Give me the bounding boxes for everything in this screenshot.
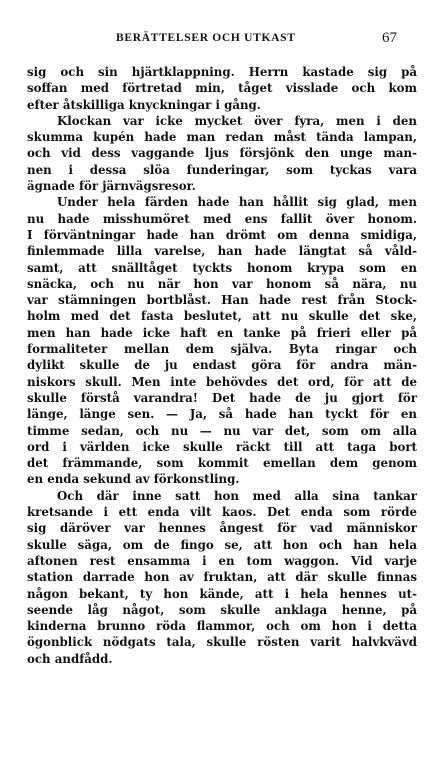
- text-line: efter åtskilliga knyckningar i gång.: [27, 97, 261, 112]
- text-line: holm med det fasta beslutet, att nu skulle det ske,: [27, 309, 417, 324]
- text-line: länge, länge sen. — Ja, så hade han tyckt för en: [27, 407, 417, 422]
- body-text: [27, 64, 417, 667]
- text-line: men han hade icke haft en tanke på frieri eller på: [27, 325, 417, 340]
- text-line: skulle förstå varandra! Det hade de ju gjort för: [27, 390, 417, 405]
- text-line: Och där inne satt hon med alla sina tankar: [57, 488, 417, 503]
- text-line: nu hade misshumöret med ens fallit över honom.: [27, 211, 417, 226]
- text-line: Klockan var icke mycket över fyra, men i den: [57, 113, 417, 128]
- text-line: en enda sekund av förkonstling.: [27, 472, 240, 487]
- text-line: snäcka, och nu när hon var honom så nära, nu: [27, 276, 417, 291]
- text-line: sig däröver var hennes ångest för vad människor: [27, 521, 417, 536]
- running-header: [0, 32, 432, 50]
- text-line: och andfådd.: [27, 651, 113, 666]
- text-line: dylikt skulle de ju endast göra för andra män-: [27, 358, 417, 373]
- running-title: BERÄTTELSER OCH UTKAST: [116, 32, 296, 44]
- text-line: station darrade hon av fruktan, att där skulle finnas: [27, 570, 417, 585]
- text-line: sig och sin hjärtklappning. Herrn kastade sig på: [27, 65, 417, 79]
- text-line: niskors skull. Men inte behövdes det ord, för att de: [27, 374, 417, 389]
- text-line: kinderna brunno röda flammor, och om hon i detta: [27, 619, 417, 634]
- text-line: ögonblick nödgats tala, skulle rösten varit halvkvävd: [27, 635, 417, 650]
- text-line: timme sedan, och nu — nu var det, som om alla: [27, 423, 417, 438]
- text-line: var stämningen bortblåst. Han hade rest från Stock-: [27, 293, 417, 308]
- text-line: aftonen rest ensamma i en tom waggon. Vid varje: [27, 553, 417, 568]
- text-line: finlemmade lilla varelse, han hade längtat så våld-: [27, 244, 417, 259]
- text-line: ägnade för järnvägsresor.: [27, 179, 196, 194]
- text-line: det främmande, som kommit emellan dem genom: [27, 456, 417, 471]
- text-line: skumma kupén hade man redan måst tända lampan,: [27, 130, 417, 145]
- text-line: samt, att snälltåget tyckts honom krypa som en: [27, 260, 417, 275]
- text-line: soffan med förtretad min, tåget visslade och kom: [27, 81, 417, 96]
- text-line: skulle säga, om de fingo se, att hon och han hela: [27, 537, 417, 552]
- text-line: och vid dess vaggande ljus försjönk den unge man-: [27, 146, 417, 161]
- text-line: ord i världen icke skulle räckt till att taga bort: [27, 439, 417, 454]
- page-number: 67: [382, 30, 397, 46]
- text-line: I förväntningar hade han drömt om denna smidiga,: [27, 227, 417, 242]
- text-line: någon bekant, ty hon kände, att i hela hennes ut-: [27, 586, 417, 601]
- text-line: Under hela färden hade han hållit sig glad, men: [57, 195, 417, 210]
- text-line: seende låg något, som skulle anklaga henne, på: [27, 602, 417, 617]
- text-line: nen i dessa slöa funderingar, som tyckas vara: [27, 162, 417, 177]
- text-line: kretsande i ett enda vilt kaos. Det enda som rörde: [27, 505, 417, 520]
- text-line: formaliteter mellan dem själva. Byta ringar och: [27, 342, 417, 357]
